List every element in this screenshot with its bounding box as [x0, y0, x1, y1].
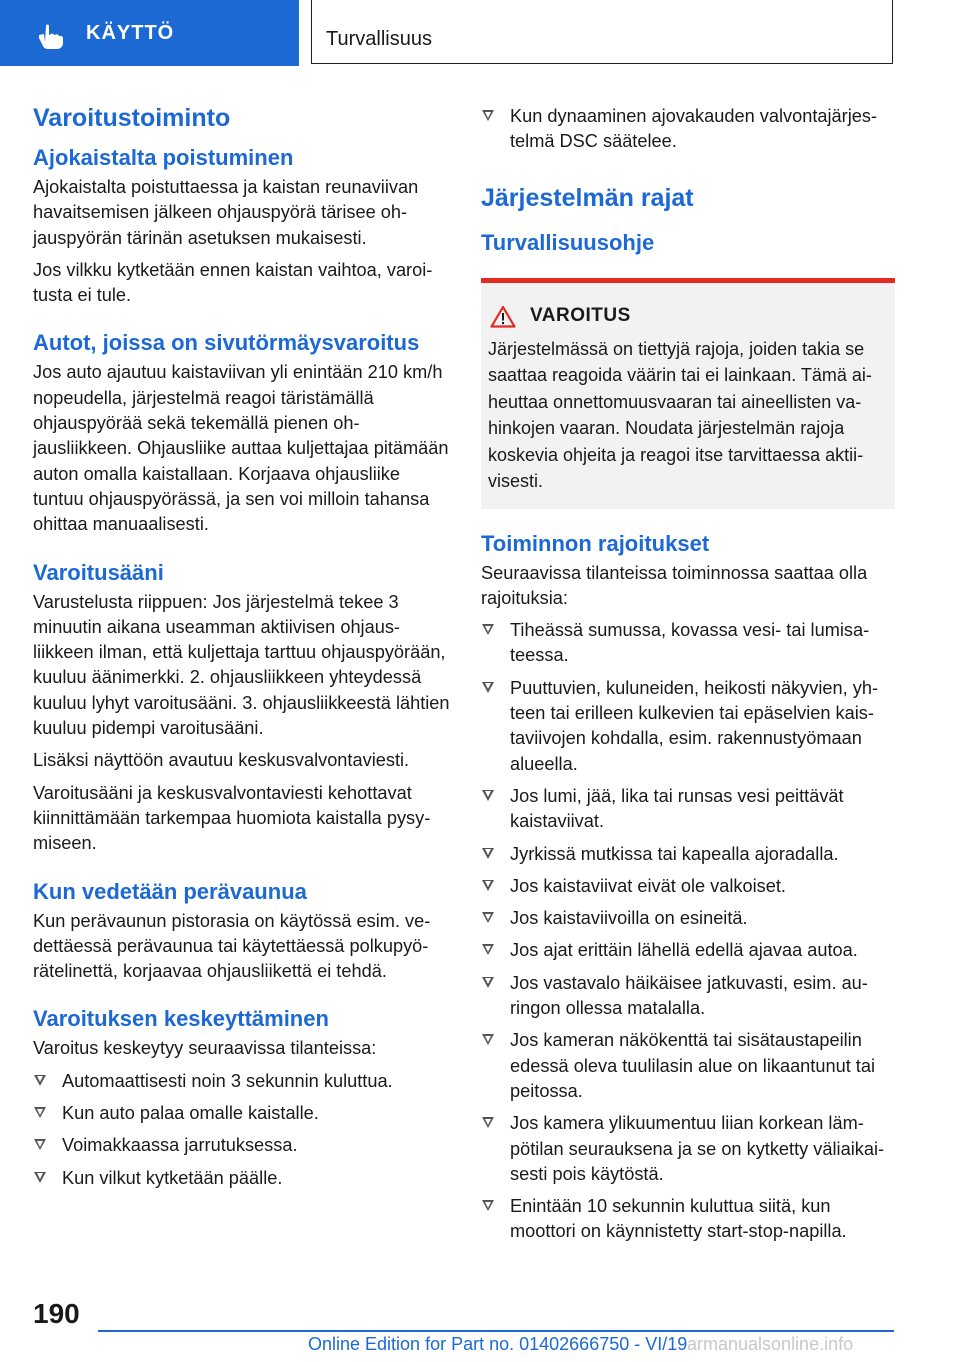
page-number: 190 [33, 1298, 80, 1329]
paragraph: Jos vilkku kytketään ennen kaistan vaihtoa, varoitusta ei tule. [33, 259, 433, 306]
heading-side-collision: Autot, joissa on sivutörmäysvaroitus [33, 330, 420, 356]
triangle-bullet-icon [482, 1117, 494, 1128]
paragraph: Ajokaistalta poistuttaessa ja kaistan reunaviivan havaitsemisen jälkeen ohjauspyörä tärisee ohjauspyörän tärinän asetuksen mukaisesti. [33, 177, 419, 248]
heading-warning-sound: Varoitusääni [33, 559, 164, 585]
chapter-tab[interactable] [0, 0, 299, 66]
triangle-bullet-icon [482, 110, 494, 121]
triangle-bullet-icon [482, 880, 494, 891]
section-label: Turvallisuus [326, 28, 432, 50]
paragraph: Varoitusääni ja keskusvalvontaviesti kehottavat kiinnittämään tarkempaa huomiota kaistalla pysymiseen. [33, 782, 431, 854]
list-item: Jos kamera ylikuumentuu liian korkean lämpötilan seurauksena ja se on kytketty väliaikaisesti pois käytöstä. [481, 1111, 895, 1187]
warning-label: VAROITUS [530, 305, 631, 327]
heading-warning-interruption: Varoituksen keskeyttäminen [33, 1006, 329, 1032]
list-item: Jos kameran näkökenttä tai sisätaustapeilin edessä oleva tuulilasin alue on likaantunut tai peitossa. [481, 1028, 895, 1104]
interruption-list [33, 1069, 451, 1191]
list-item: Puuttuvien, kuluneiden, heikosti näkyvien, yhteen tai erilleen kulkevien tai epäselvien kaistaviivojen kohdalla, esim. rakennustyömaan alueella. [481, 676, 895, 777]
list-item: Enintään 10 sekunnin kuluttua siitä, kun moottori on käynnistetty start-stop-napilla. [481, 1194, 895, 1245]
list-item: Jos ajat erittäin lähellä edellä ajavaa autoa. [481, 938, 895, 963]
paragraph: Kun perävaunun pistorasia on käytössä esim. vedettäessä perävaunua tai käytettäessä polkupyörätelinettä, korjaavaa ohjausliikettä ei tehdä. [33, 910, 431, 982]
chapter-label: KÄYTTÖ [86, 22, 175, 44]
warning-triangle-icon [490, 305, 516, 328]
watermark: armanualsonline.info [687, 1334, 854, 1354]
list-item: Jos lumi, jää, lika tai runsas vesi peittävät kaistaviivat. [481, 784, 895, 835]
heading-limitations: Toiminnon rajoitukset [481, 530, 710, 556]
paragraph: Jos auto ajautuu kaistaviivan yli enintään 210 km/h nopeudella, järjestelmä reagoi täristämällä ohjauspyörää sekä tekemällä pienen ohjausliikkeen. Ohjausliike auttaa kuljettajaa pitämään auton omalla kaistallaan. Korjaava ohjausliike tuntuu ohjauspyörässä, ja sen voi milloin tahansa ohittaa manuaalisesti. [33, 362, 449, 535]
hand-pointer-icon [36, 22, 66, 50]
triangle-bullet-icon [482, 944, 494, 955]
list-item: Kun dynaaminen ajovakauden valvontajärjestelmä DSC säätelee. [481, 104, 895, 155]
triangle-bullet-icon [482, 912, 494, 923]
heading-towing: Kun vedetään perävaunua [33, 878, 307, 904]
heading-lane-departure: Ajokaistalta poistuminen [33, 145, 294, 170]
continued-list [481, 104, 895, 155]
triangle-bullet-icon [34, 1139, 46, 1150]
list-item: Jyrkissä mutkissa tai kapealla ajoradalla. [481, 842, 895, 867]
triangle-bullet-icon [34, 1107, 46, 1118]
list-item: Kun vilkut kytketään päälle. [33, 1166, 451, 1191]
limitations-list [481, 618, 895, 1245]
triangle-bullet-icon [34, 1075, 46, 1086]
triangle-bullet-icon [34, 1172, 46, 1183]
section-title: Järjestelmän rajat [481, 183, 694, 212]
paragraph: Varustelusta riippuen: Jos järjestelmä tekee 3 minuutin aikana useamman aktiivisen ohjausliikkeen ilman, että kuljettaja tarttuu ohjauspyörään, kuuluu äänimerkki. 2. ohjausliikkeen yhteydessä kuuluu lyhyt varoitusääni. 3. ohjausliikkeestä lähtien kuuluu pidempi varoitusääni. [33, 591, 450, 739]
list-item: Automaattisesti noin 3 sekunnin kuluttua. [33, 1069, 451, 1094]
triangle-bullet-icon [482, 1034, 494, 1045]
list-item: Tiheässä sumussa, kovassa vesi- tai lumisateessa. [481, 618, 895, 669]
warning-text: Järjestelmässä on tiettyjä rajoja, joiden takia se saattaa reagoida väärin tai ei lainkaan. Tämä aiheuttaa onnettomuusvaaran tai aineellisten vahinkojen vaaran. Noudata järjestelmän rajoja koskevia ohjeita ja reagoi itse tarvittaessa aktiivisesti. [488, 338, 872, 492]
left-column [33, 98, 451, 1198]
section-header [311, 0, 893, 64]
triangle-bullet-icon [482, 682, 494, 693]
page-title: Varoitustoiminto [33, 104, 231, 132]
triangle-bullet-icon [482, 790, 494, 801]
warning-box [481, 278, 895, 509]
paragraph: Varoitus keskeytyy seuraavissa tilanteissa: [33, 1038, 377, 1059]
paragraph: Lisäksi näyttöön avautuu keskusvalvontaviesti. [33, 750, 410, 771]
edition-note: Online Edition for Part no. 01402666750 - VI/19 [308, 1334, 688, 1354]
triangle-bullet-icon [482, 848, 494, 859]
triangle-bullet-icon [482, 624, 494, 635]
triangle-bullet-icon [482, 977, 494, 988]
triangle-bullet-icon [482, 1200, 494, 1211]
paragraph: Seuraavissa tilanteissa toiminnossa saattaa olla rajoituksia: [481, 562, 868, 608]
footer-rule [98, 1330, 894, 1332]
list-item: Jos vastavalo häikäisee jatkuvasti, esim. auringon ollessa matalalla. [481, 971, 895, 1022]
right-column [481, 104, 895, 1252]
list-item: Voimakkaassa jarrutuksessa. [33, 1133, 451, 1158]
list-item: Jos kaistaviivoilla on esineitä. [481, 906, 895, 931]
list-item: Jos kaistaviivat eivät ole valkoiset. [481, 874, 895, 899]
heading-safety-note: Turvallisuusohje [481, 229, 655, 255]
list-item: Kun auto palaa omalle kaistalle. [33, 1101, 451, 1126]
